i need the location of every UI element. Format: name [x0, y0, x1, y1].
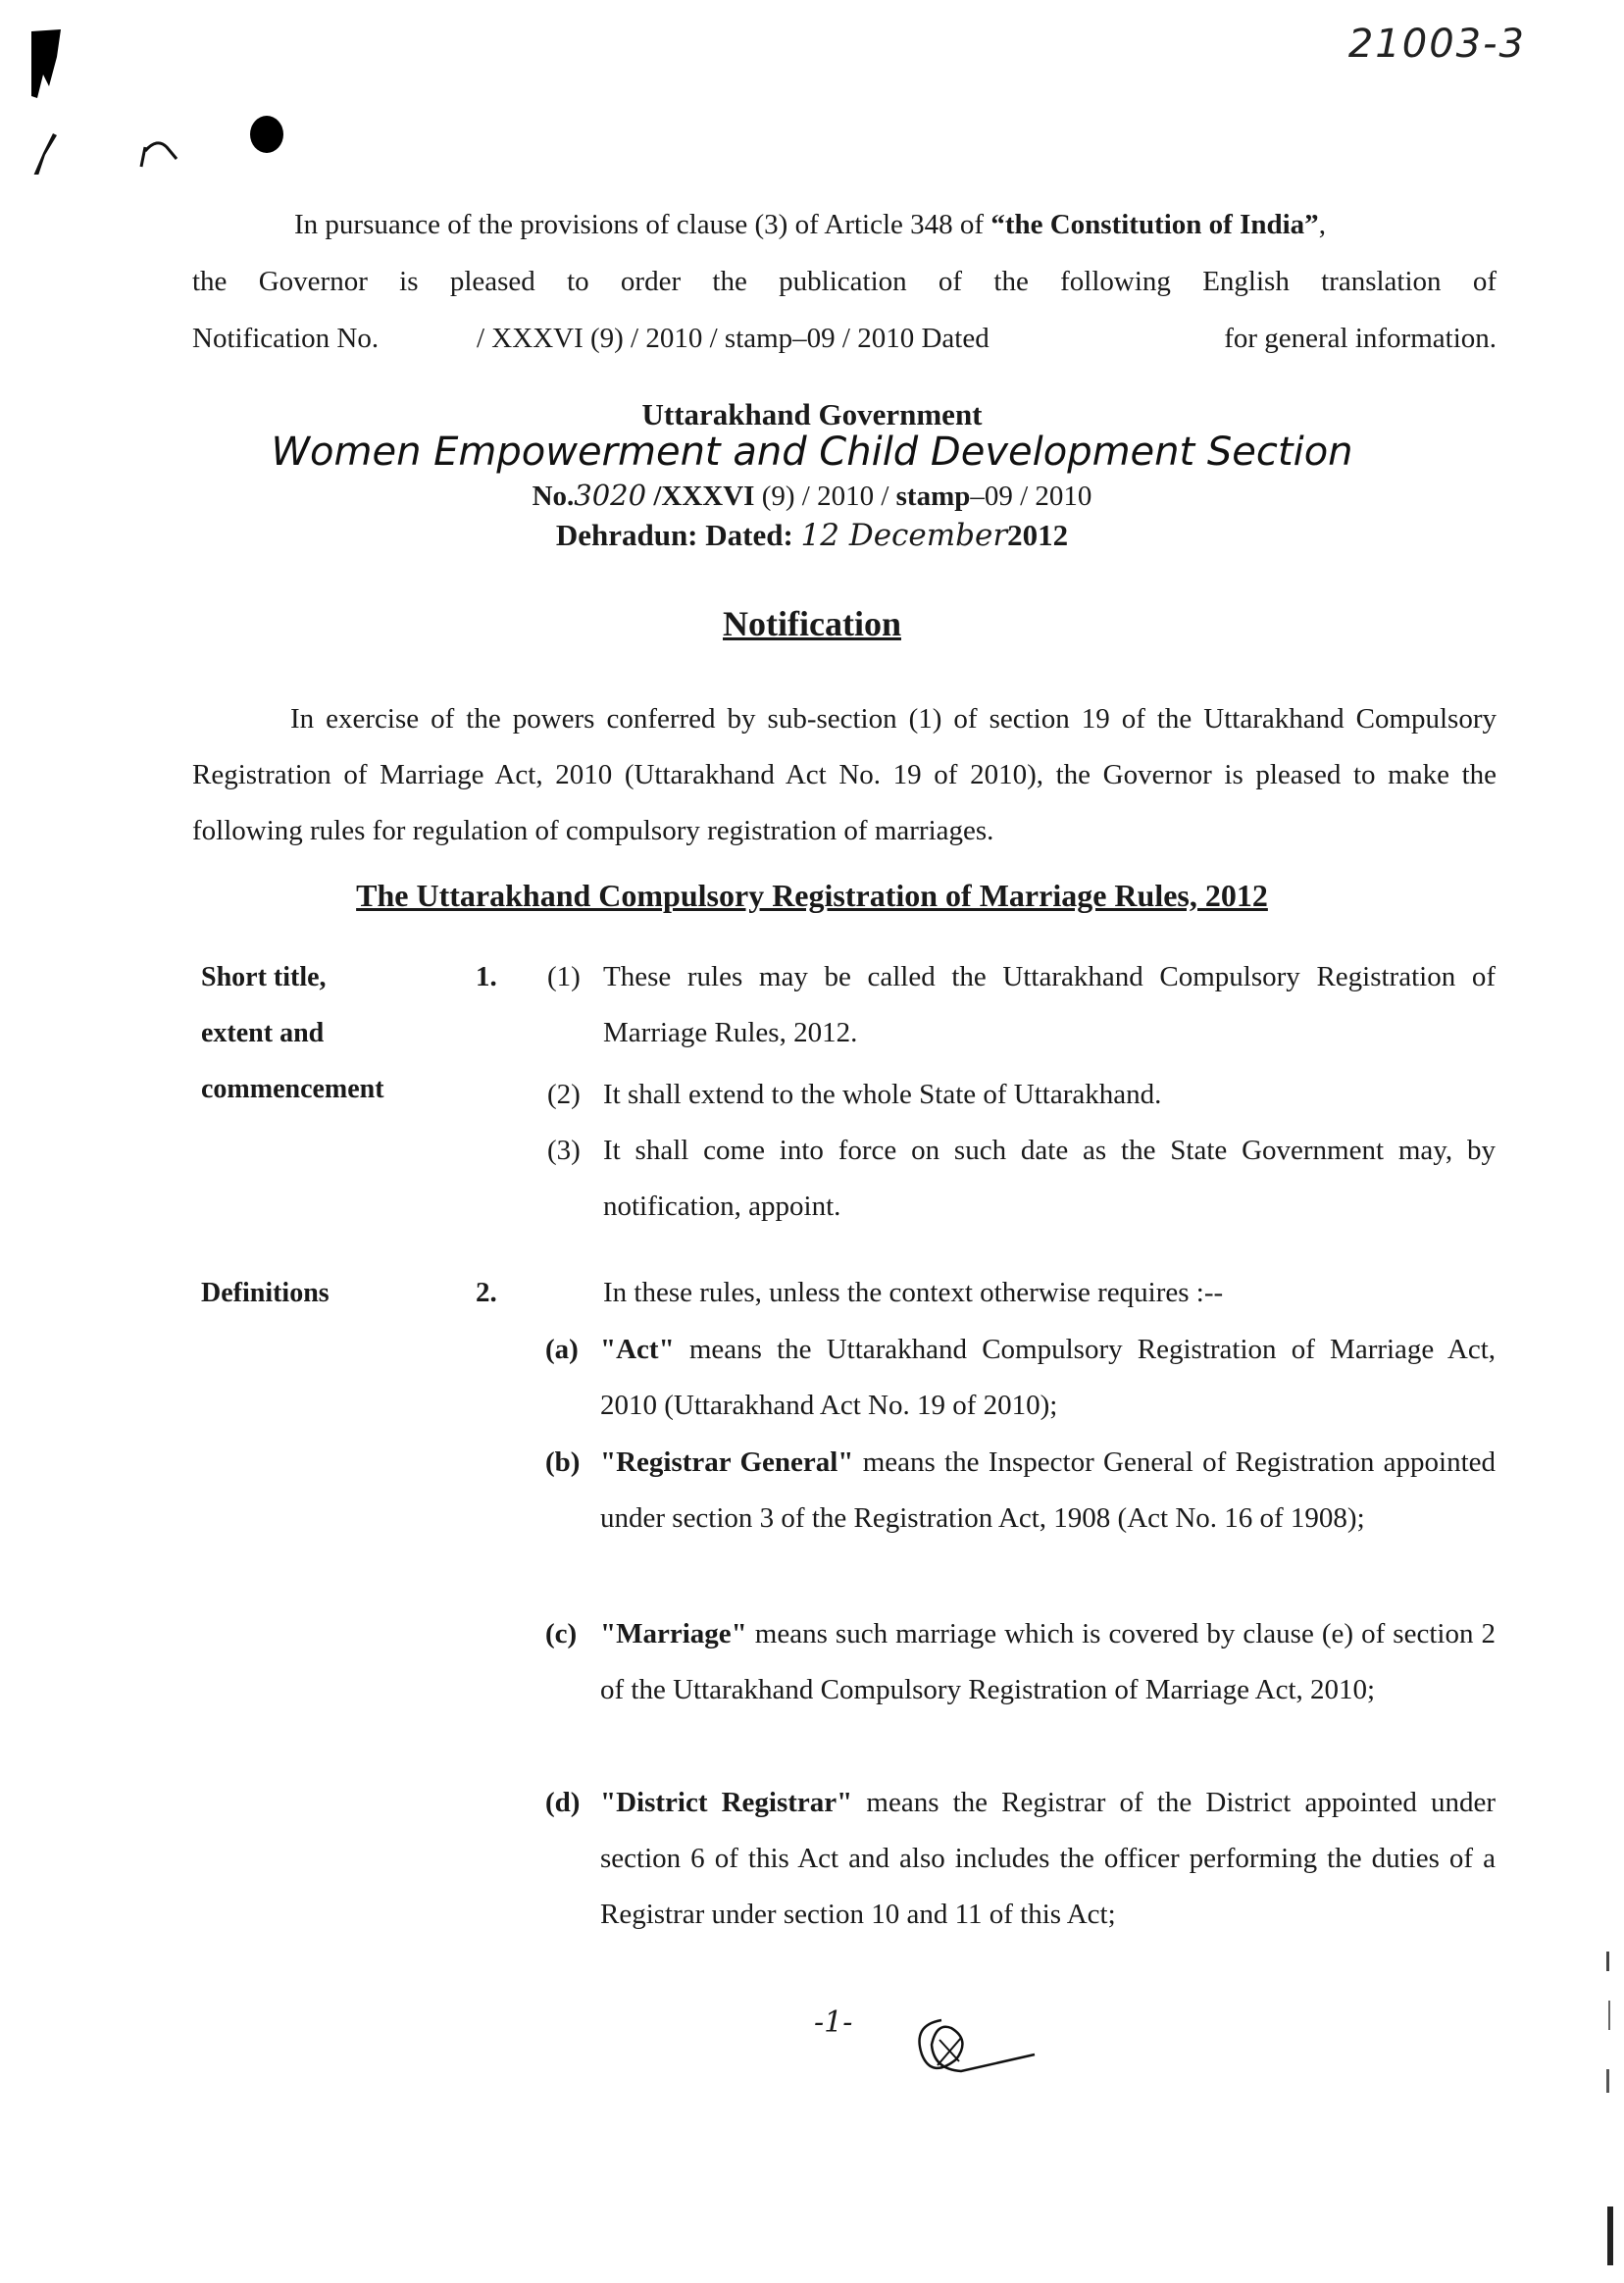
rule1-item-text [603, 1067, 1496, 1123]
date-label: Dehradun: Dated: [555, 518, 793, 552]
definition-num: (b) [545, 1446, 581, 1478]
notification-number [0, 479, 1624, 513]
government-title: Uttarakhand Government [641, 397, 983, 431]
intro-line-3 [192, 310, 1497, 367]
ink-dot [250, 116, 283, 153]
definition-term: "Registrar General" [600, 1446, 854, 1478]
rule1-item-text-body: It shall extend to the whole State of Uttarakhand. [603, 1079, 1162, 1110]
exercise-paragraph [192, 691, 1497, 859]
intro-line-1 [192, 196, 1497, 253]
intro-punct: , [1318, 209, 1326, 240]
definition-item [600, 1435, 1496, 1547]
rule2-lead: In these rules, unless the context otherwise requires :-- [603, 1277, 1224, 1308]
dated-line [0, 518, 1624, 553]
definition-text: means the Inspector General of Registration appointed under section 3 of the Registration Act, 1908 (Act No. 16 of 1908); [600, 1446, 1496, 1534]
no-handwritten: 3020 [574, 479, 647, 512]
rule1-item-text-body: These rules may be called the Uttarakhand Compulsory Registration of Marriage Rules, 2012. [603, 961, 1496, 1048]
no-prefix: No. [532, 481, 575, 512]
definition-term: "Marriage" [600, 1618, 747, 1649]
definition-text: means the Uttarakhand Compulsory Registration of Marriage Act, 2010 (Uttarakhand Act No. 19 of 2010); [600, 1334, 1496, 1421]
rule1-item-num: (3) [547, 1135, 581, 1166]
scan-mark [27, 27, 67, 175]
rule1-item-num: (1) [547, 961, 581, 992]
rule1-side-heading [201, 949, 456, 1117]
rule1-number: 1. [476, 961, 497, 992]
section-name: Women Empowerment and Child Development Section [271, 430, 1353, 475]
definition-num: (d) [545, 1787, 581, 1818]
definition-num: (a) [545, 1334, 579, 1365]
rule1-item-text [603, 949, 1496, 1061]
no-tail: –09 / 2010 [970, 481, 1092, 512]
rule1-item-text [603, 1123, 1496, 1235]
no-stamp: stamp [895, 481, 971, 512]
definition-text: means such marriage which is covered by clause (e) of section 2 of the Uttarakhand Compulsory Registration of Marriage Act, 2010; [600, 1618, 1496, 1705]
date-year: 2012 [1007, 518, 1069, 552]
rule1-side-line: commencement [201, 1074, 384, 1104]
definition-item [600, 1775, 1496, 1943]
intro-text: In pursuance of the provisions of clause (3) of Article 348 of [294, 209, 991, 240]
rule1-item-text-body: It shall come into force on such date as the State Government may, by notification, appoint. [603, 1135, 1496, 1222]
definition-item [600, 1606, 1496, 1718]
corner-reference: 21003-3 [1347, 22, 1526, 67]
exercise-text: In exercise of the powers conferred by sub-section (1) of section 19 of the Uttarakhand Compulsory Registration of Marriage Act, 2010 (Uttarakhand Act No. 19 of 2010), the Governor is pleased to make the following rules for regulation of compulsory registration of marriages. [192, 703, 1497, 846]
no-mid: (9) / 2010 / [761, 481, 896, 512]
no-series: /XXXVI [646, 481, 762, 512]
signature-mark [824, 2001, 1069, 2108]
definition-text: means the Registrar of the District appointed under section 6 of this Act and also includes the officer performing the duties of a Registrar under section 10 and 11 of this Act; [600, 1787, 1496, 1930]
rule1-side-line: extent and [201, 1018, 325, 1048]
definition-item [600, 1322, 1496, 1434]
general-info: for general information. [1224, 323, 1497, 354]
rule1-side-line: Short title, [201, 962, 327, 992]
intro-line-2: the Governor is pleased to order the publication of the following English translation of [192, 266, 1497, 297]
date-handwritten: 12 December [800, 518, 1008, 553]
scan-edge-noise [1602, 1942, 1616, 2275]
definition-num: (c) [545, 1618, 578, 1649]
ink-stroke [137, 137, 186, 171]
notification-ref: / XXXVI (9) / 2010 / stamp–09 / 2010 Dated [477, 323, 990, 354]
rule2-number: 2. [476, 1277, 497, 1308]
rules-title: The Uttarakhand Compulsory Registration of Marriage Rules, 2012 [356, 878, 1268, 913]
constitution-ref: “the Constitution of India” [990, 209, 1319, 240]
definition-term: "Act" [600, 1334, 675, 1365]
intro-paragraph [192, 196, 1497, 367]
definition-term: "District Registrar" [600, 1787, 853, 1818]
page-mark: -1- [814, 2005, 853, 2040]
rule1-item-num: (2) [547, 1079, 581, 1110]
notification-no-label: Notification No. [192, 323, 380, 354]
notification-heading: Notification [723, 604, 901, 643]
rule2-side-heading: Definitions [201, 1278, 330, 1308]
